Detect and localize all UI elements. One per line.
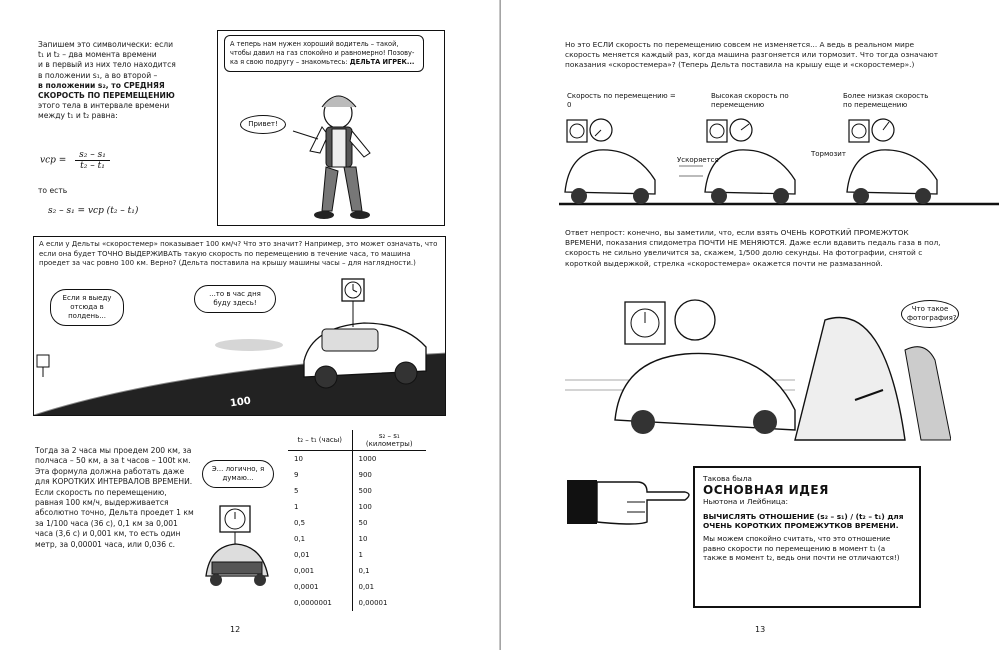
page-number-left: 12 bbox=[230, 625, 241, 634]
label-high-velocity: Высокая скорость по перемещению bbox=[711, 92, 789, 109]
average-velocity-formula bbox=[40, 150, 110, 171]
road-marker-100: 100 bbox=[229, 395, 252, 410]
idea-intro: Такова была bbox=[703, 474, 752, 483]
intro-line: t₁ и t₂ – два момента времени bbox=[38, 50, 157, 60]
panel-delta-intro bbox=[217, 30, 445, 226]
table-header-time: t₂ – t₁ (часы) bbox=[288, 430, 352, 451]
right-top-text: Но это ЕСЛИ скорость по перемещению совсем не изменяется... А ведь в реальном мире скорость меняется каждый раз, когда машина разгоняется или тормозит. Что тогда означают показания «скоростемера»? (Теперь Дельта поставила на крышу еще и «скоростемер».) bbox=[565, 40, 939, 70]
formula-lhs: vср = bbox=[40, 155, 67, 166]
panel2-bubble-noon: Если я выеду отсюда в полдень... bbox=[50, 289, 124, 326]
label-brakes: Тормозит bbox=[811, 150, 846, 158]
table-row: 9 900 bbox=[288, 467, 426, 483]
intro-line: и в первый из них тело находится bbox=[38, 60, 176, 70]
left-page bbox=[0, 0, 500, 650]
panel-road-noon bbox=[33, 236, 446, 416]
label-lower-velocity: Более низкая скорость по перемещению bbox=[843, 92, 929, 109]
intro-line: этого тела в интервале времени bbox=[38, 101, 170, 111]
intro-line: между t₁ и t₂ равна: bbox=[38, 111, 118, 121]
table-row: 1 100 bbox=[288, 499, 426, 515]
intro-line: в положении s₂, то СРЕДНЯЯ bbox=[38, 80, 165, 90]
displacement-formula: s₂ – s₁ = vср (t₂ – t₁) bbox=[48, 206, 139, 216]
then-label: то есть bbox=[38, 186, 68, 195]
label-zero-velocity: Скорость по перемещению = 0 bbox=[567, 92, 676, 109]
road-and-car-illustration bbox=[34, 237, 446, 416]
table-row: 0,001 0,1 bbox=[288, 563, 426, 579]
idea-body-2: Мы можем спокойно считать, что это отношение равно скорости по перемещению в момент t₁ (а также в момент t₂, ведь они почти не отличаются!) bbox=[703, 534, 900, 563]
page-number-right: 13 bbox=[755, 625, 766, 634]
intro-text bbox=[38, 40, 198, 122]
panel1-speech-bubble: А теперь нам нужен хороший водитель – такой, чтобы давил на газ спокойно и равномерно! Позову-ка я свою подругу – знакомьтесь: ДЕЛЬТА ИГРЕК... bbox=[224, 35, 424, 72]
label-accelerates: Ускоряется bbox=[677, 156, 719, 164]
table-header-distance: s₂ – s₁ (километры) bbox=[352, 430, 426, 451]
table-row: 0,1 10 bbox=[288, 531, 426, 547]
three-cars-illustration bbox=[559, 116, 999, 216]
photo-question-bubble: Что такое фотография? bbox=[901, 300, 959, 328]
main-idea-box bbox=[693, 466, 921, 608]
panel2-bubble-one-pm: ...то в час дня буду здесь! bbox=[194, 285, 276, 313]
intro-line: Запишем это символически: если bbox=[38, 40, 174, 49]
idea-authors: Ньютона и Лейбница: bbox=[703, 497, 788, 506]
table-row: 0,5 50 bbox=[288, 515, 426, 531]
idea-title: ОСНОВНАЯ ИДЕЯ bbox=[703, 483, 829, 497]
formula-numerator: s₂ – s₁ bbox=[75, 150, 110, 161]
table-row: 10 1000 bbox=[288, 451, 426, 467]
formula-denominator: t₂ – t₁ bbox=[80, 161, 105, 171]
bottom-paragraph: Тогда за 2 часа мы проедем 200 км, за полчаса – 50 км, а за t часов – 100t км. Эта формула должна работать даже для КОРОТКИХ ИНТЕРВАЛОВ ВРЕМЕНИ. Если скорость по перемещению, равная 100 км/ч, выдерживается абсолютно точно, Дельта проедет 1 км за 1/100 часа (36 с), 0,1 км за 0,001 часа (3,6 с) и 0,001 км, то есть один метр, за 0,00001 часа, или 0,036 с. bbox=[35, 446, 194, 549]
intro-line: СКОРОСТЬ ПО ПЕРЕМЕЩЕНИЮ bbox=[38, 91, 175, 101]
small-car-illustration bbox=[196, 446, 282, 594]
right-page bbox=[501, 0, 1001, 650]
delta-character-illustration bbox=[218, 31, 445, 226]
intro-line: в положении s₁, а во второй – bbox=[38, 70, 158, 80]
table-row: 0,0000001 0,00001 bbox=[288, 595, 426, 611]
delta-name: ДЕЛЬТА ИГРЕК... bbox=[349, 58, 415, 66]
table-row: 5 500 bbox=[288, 483, 426, 499]
logical-bubble: Э... логично, я думаю... bbox=[202, 460, 274, 488]
photo-panel bbox=[565, 290, 957, 448]
time-distance-table bbox=[288, 430, 428, 611]
table-row: 0,01 1 bbox=[288, 547, 426, 563]
table-row: 0,0001 0,01 bbox=[288, 579, 426, 595]
idea-body-1: ВЫЧИСЛЯТЬ ОТНОШЕНИЕ (s₂ – s₁) / (t₂ – t₁) для ОЧЕНЬ КОРОТКИХ ПРОМЕЖУТКОВ ВРЕМЕНИ. bbox=[703, 512, 904, 530]
answer-text: Ответ непрост: конечно, вы заметили, что, если взять ОЧЕНЬ КОРОТКИЙ ПРОМЕЖУТОК ВРЕМЕНИ, показания спидометра ПОЧТИ НЕ МЕНЯЮТСЯ. Даже если вдавить педаль газа в пол, скорость не сильно увеличится за, скажем, 1/500 долю секунды. На фотографии, снятой с короткой выдержкой, стрелка «скоростемера» окажется почти не размазанной. bbox=[565, 228, 941, 268]
hello-bubble: Привет! bbox=[240, 115, 286, 134]
hand-pointer-illustration bbox=[567, 472, 693, 532]
panel2-narration: А если у Дельты «скоростемер» показывает 100 км/ч? Что это значит? Например, это может означать, что если она будет ТОЧНО ВЫДЕРЖИВАТЬ такую скорость по перемещению в течение часа, то машина проедет за час ровно 100 км. Верно? (Дельта поставила на крышу машины часы – для наглядности.) bbox=[39, 240, 438, 268]
